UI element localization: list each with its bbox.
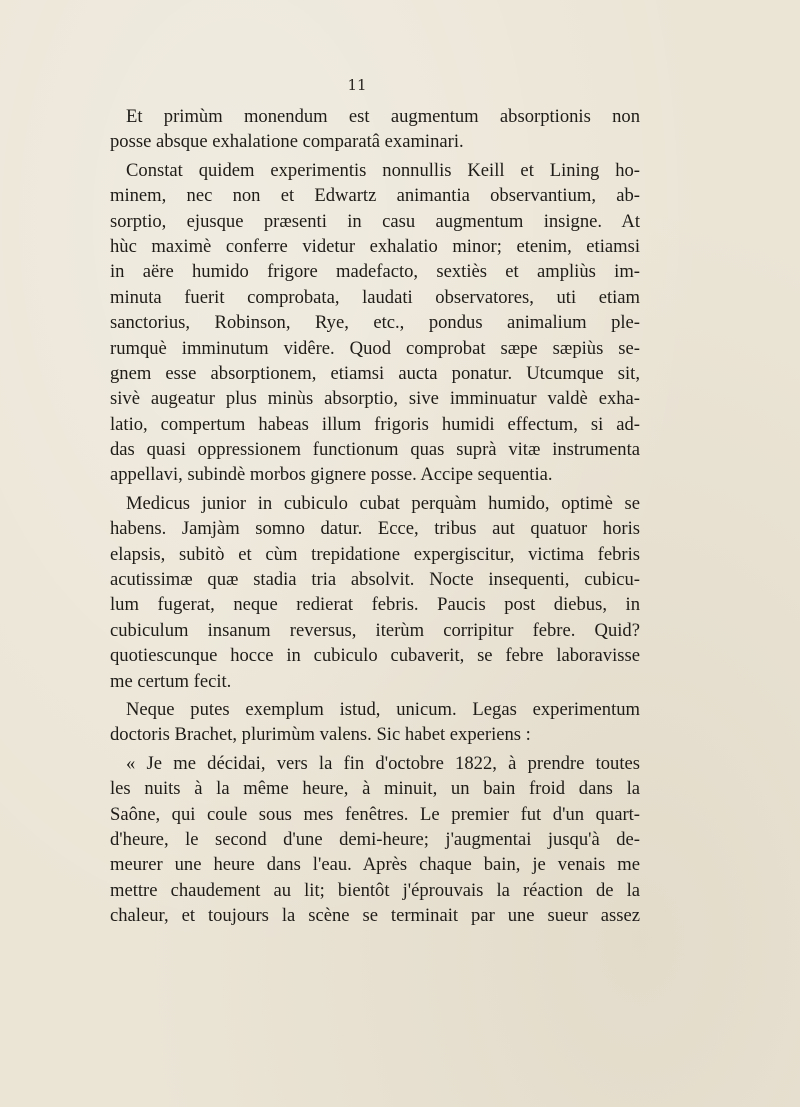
text-line: latio, compertum habeas illum frigoris humidi effectum, si ad- — [110, 413, 640, 435]
text-line: acutissimæ quæ stadia tria absolvit. Nocte insequenti, cubicu- — [110, 569, 640, 591]
text-line: « Je me décidai, vers la fin d'octobre 1822, à prendre toutes — [126, 752, 640, 774]
text-line: habens. Jamjàm somno datur. Ecce, tribus aut quatuor horis — [110, 518, 640, 540]
text-line: sorptio, ejusque præsenti in casu augmentum insigne. At — [110, 210, 640, 232]
page-number: 11 — [347, 76, 367, 94]
text-line: sivè augeatur plus minùs absorptio, sive imminuatur valdè exha- — [110, 388, 640, 410]
text-line: Saône, qui coule sous mes fenêtres. Le premier fut d'un quart- — [110, 803, 640, 825]
text-line: Et primùm monendum est augmentum absorptionis non — [126, 106, 640, 127]
text-line: chaleur, et toujours la scène se terminait par une sueur assez — [110, 905, 640, 927]
text-line: Constat quidem experimentis nonnullis Keill et Lining ho- — [126, 159, 640, 181]
text-line: elapsis, subitò et cùm trepidatione expergiscitur, victima febris — [110, 543, 640, 565]
text-line: minuta fuerit comprobata, laudati observatores, uti etiam — [110, 286, 640, 308]
text-line: minem, nec non et Edwartz animantia observantium, ab- — [110, 185, 640, 207]
text-line: Medicus junior in cubiculo cubat perquàm humido, optimè se — [126, 492, 640, 514]
text-line: me certum fecit. — [110, 670, 232, 692]
text-line: mettre chaudement au lit; bientôt j'éprouvais la réaction de la — [110, 879, 640, 901]
text-line: d'heure, le second d'une demi-heure; j'augmentai jusqu'à de- — [110, 828, 640, 850]
text-line: doctoris Brachet, plurimùm valens. Sic habet experiens : — [110, 724, 531, 746]
text-line: hùc maximè conferre videtur exhalatio minor; etenim, etiamsi — [110, 235, 640, 257]
text-line: in aëre humido frigore madefacto, sextiès et ampliùs im- — [110, 261, 640, 283]
text-line: Neque putes exemplum istud, unicum. Legas experimentum — [126, 698, 640, 720]
text-line: das quasi oppressionem functionum quas suprà vitæ instrumenta — [110, 439, 640, 461]
text-line: appellavi, subindè morbos gignere posse. Accipe sequentia. — [110, 464, 553, 486]
text-line: lum fugerat, neque redierat febris. Paucis post diebus, in — [110, 594, 640, 616]
text-line: les nuits à la même heure, à minuit, un bain froid dans la — [110, 778, 640, 800]
body-text — [110, 104, 640, 929]
text-line: quotiescunque hocce in cubiculo cubaverit, se febre laboravisse — [110, 645, 640, 667]
text-line: sanctorius, Robinson, Rye, etc., pondus animalium ple- — [110, 312, 640, 334]
text-line: cubiculum insanum reversus, iterùm corripitur febre. Quid? — [110, 619, 640, 641]
text-line: posse absque exhalatione comparatâ examinari. — [110, 131, 464, 153]
text-line: meurer une heure dans l'eau. Après chaque bain, je venais me — [110, 854, 640, 876]
text-line: rumquè imminutum vidêre. Quod comprobat sæpe sæpiùs se- — [110, 337, 640, 359]
text-line: gnem esse absorptionem, etiamsi aucta ponatur. Utcumque sit, — [110, 362, 640, 384]
